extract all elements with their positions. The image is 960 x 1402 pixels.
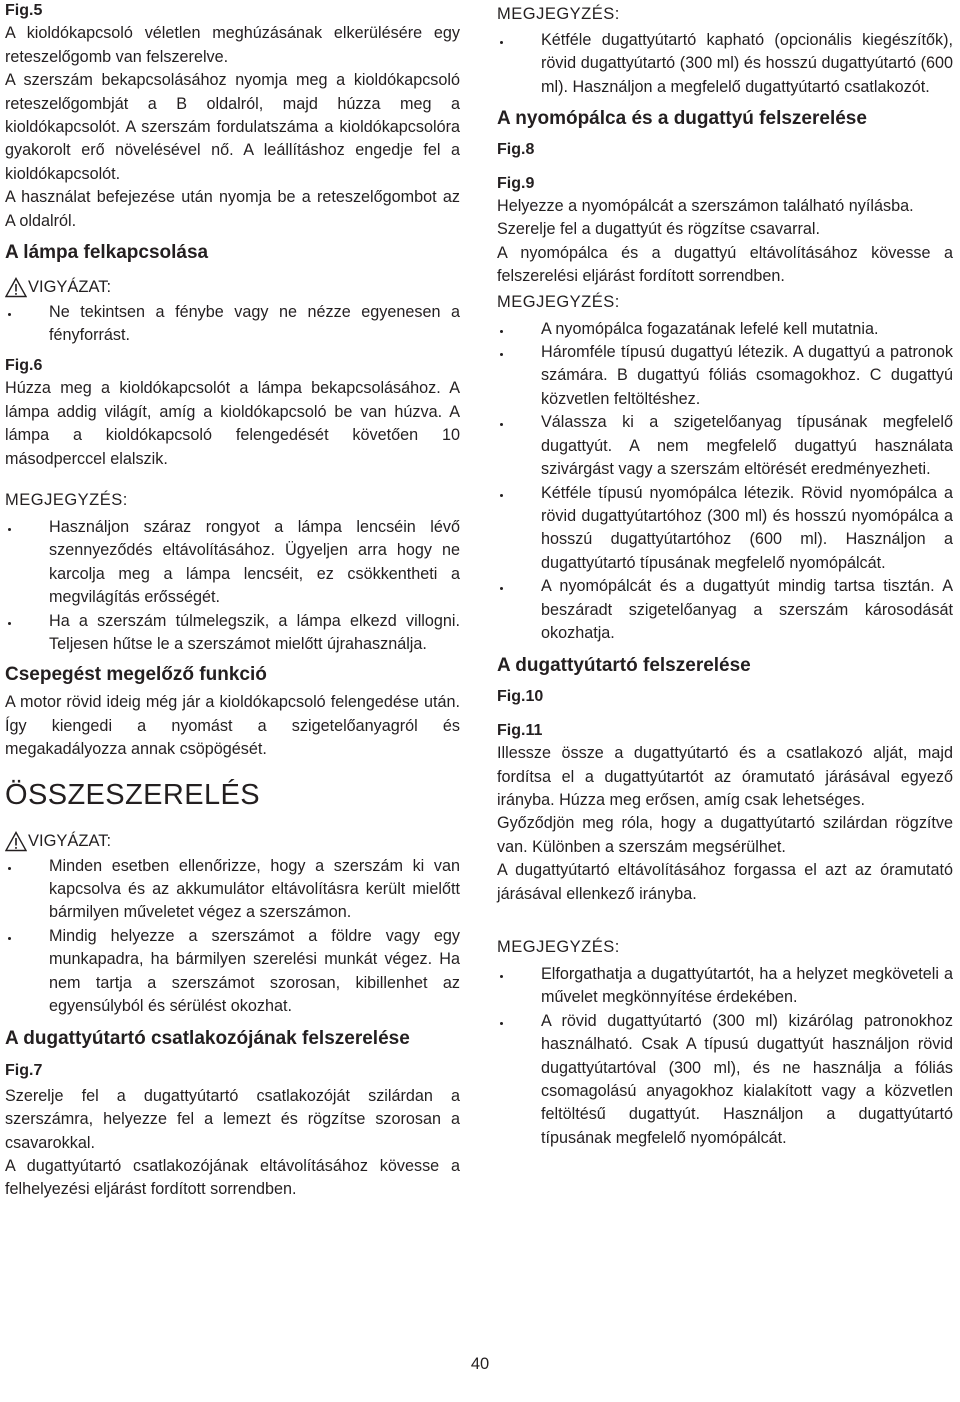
figure-ref: Fig.10 (497, 688, 544, 706)
section-heading: Csepegést megelőző funkció (5, 664, 267, 686)
section-heading: A dugattyútartó csatlakozójának felszerelése (5, 1028, 410, 1050)
caution-label (5, 830, 460, 853)
figure-ref: Fig.9 (497, 174, 535, 192)
figure-ref: Fig.5 (5, 2, 43, 19)
paragraph: A dugattyútartó csatlakozójának eltávolításához kövesse a felhelyezési eljárást fordított sorrendben. (5, 1157, 460, 1199)
paragraph: Szerelje fel a dugattyút és rögzítse csavarral. (497, 220, 821, 239)
note-list (497, 963, 953, 1150)
list-item: Kétféle dugattyútartó kapható (opcionális kiegészítők), rövid dugattyútartó (300 ml) és hosszú dugattyútartó (600 ml). Használjon a megfelelő dugattyútartó csatlakozót. (497, 29, 953, 99)
left-column (5, 0, 460, 1202)
list-item: Minden esetben ellenőrizze, hogy a szerszám ki van kapcsolva és az akkumulátor eltávolításra került mielőtt bármilyen műveletet végez a szerszámon. (5, 855, 460, 925)
bullet-icon (500, 423, 503, 426)
caution-text: VIGYÁZAT: (28, 278, 112, 297)
paragraph: A motor rövid ideig még jár a kioldókapcsoló felengedése után. Így kiengedi a nyomást a szigetelőanyagról és megakadályozza annak csöpögését. (5, 693, 460, 759)
paragraph: Illessze össze a dugattyútartó és a csatlakozó alját, majd fordítsa el a dugattyútartót az óramutató járásával egyező irányba. Húzza meg erősen, amíg csak lehetséges. (497, 744, 953, 809)
note-label: MEGJEGYZÉS: (497, 938, 620, 956)
caution-list (5, 301, 460, 348)
paragraph: A dugattyútartó eltávolításához forgassa el azt az óramutató járásával ellenkező irányba. (497, 861, 953, 903)
note-label: MEGJEGYZÉS: (5, 490, 128, 509)
paragraph: Szerelje fel a dugattyútartó csatlakozóját szilárdan a szerszámra, helyezze fel a lemezt és rögzítse szorosan a csavarokkal. (5, 1086, 460, 1152)
note-list (5, 516, 460, 656)
bullet-icon (500, 41, 503, 44)
list-item: Ne tekintsen a fénybe vagy ne nézze egyenesen a fényforrást. (5, 301, 460, 348)
page-number: 40 (470, 1355, 490, 1373)
warning-triangle-icon (5, 277, 27, 298)
bullet-icon (500, 1022, 503, 1025)
caution-label (5, 276, 460, 299)
paragraph: A használat befejezése után nyomja be a reteszelőgombot az A oldalról. (5, 188, 460, 230)
note-label: MEGJEGYZÉS: (497, 292, 620, 311)
right-column (497, 0, 953, 1150)
note-list (497, 318, 953, 646)
paragraph: Helyezze a nyomópálcát a szerszámon található nyílásba. (497, 197, 914, 216)
caution-text: VIGYÁZAT: (28, 831, 112, 850)
bullet-icon (8, 313, 11, 316)
section-heading: A lámpa felkapcsolása (5, 242, 209, 264)
section-heading: A nyomópálca és a dugattyú felszerelése (497, 108, 867, 130)
list-item: Válassza ki a szigetelőanyag típusának megfelelő dugattyút. A nem megfelelő dugattyú használata szivárgást vagy a szerszám eltörését eredményezheti. (497, 411, 953, 481)
list-item: A nyomópálca fogazatának lefelé kell mutatnia. (497, 318, 953, 341)
figure-ref: Fig.7 (5, 1062, 43, 1080)
paragraph: A nyomópálca és a dugattyú eltávolításához kövesse a felszerelési eljárást fordított sorrendben. (497, 243, 953, 286)
bullet-icon (8, 622, 11, 625)
paragraph: A kioldókapcsoló véletlen meghúzásának elkerülésére egy reteszelőgomb van felszerelve. (5, 24, 460, 66)
list-item: Elforgathatja a dugattyútartót, ha a helyzet megköveteli a művelet megkönnyítése érdekében. (497, 963, 953, 1010)
warning-triangle-icon (5, 831, 27, 852)
list-item: Háromféle típusú dugattyú létezik. A dugattyú a patronok számára. B dugattyú fóliás csomagokhoz. C dugattyú közvetlen feltöltéshez. (497, 341, 953, 411)
paragraph: A szerszám bekapcsolásához nyomja meg a kioldókapcsoló reteszelőgombját a B oldalról, majd húzza meg a kioldókapcsolót. A szerszám fordulatszáma a kioldókapcsolóra gyakorolt erő növelésével nő. A leállításhoz engedje fel a kioldókapcsolót. (5, 71, 460, 183)
paragraph: Húzza meg a kioldókapcsolót a lámpa bekapcsolásához. A lámpa addig világít, amíg a kioldókapcsoló be van húzva. A lámpa a kioldókapcsoló felengedését követően 10 másodperccel elalszik. (5, 379, 460, 468)
caution-list (5, 855, 460, 1019)
bullet-icon (500, 587, 503, 590)
list-item: Használjon száraz rongyot a lámpa lencséin lévő szennyeződés eltávolításához. Ügyeljen arra hogy ne karcolja meg a lámpa lencséit, ez csökkentheti a megvilágítás erősségét. (5, 516, 460, 610)
chapter-heading: ÖSSZESZERELÉS (5, 778, 260, 811)
figure-ref: Fig.6 (5, 356, 43, 374)
list-item: Kétféle típusú nyomópálca létezik. Rövid nyomópálca a rövid dugattyútartóhoz (300 ml) és hosszú nyomópálca a hosszú dugattyútartóhoz (600 ml). Használjon a dugattyútartó típusának megfelelő nyomópálcát. (497, 482, 953, 576)
note-label: MEGJEGYZÉS: (497, 5, 620, 23)
bullet-icon (8, 528, 11, 531)
figure-ref: Fig.8 (497, 141, 535, 159)
bullet-icon (500, 975, 503, 978)
note-list (497, 29, 953, 99)
bullet-icon (500, 494, 503, 497)
bullet-icon (500, 330, 503, 333)
paragraph: Győződjön meg róla, hogy a dugattyútartó szilárdan rögzítve van. Különben a szerszám megsérülhet. (497, 814, 953, 856)
bullet-icon (8, 937, 11, 940)
list-item: A rövid dugattyútartó (300 ml) kizárólag patronokhoz használható. Csak A típusú dugattyút használjon rövid dugattyútartóval (300 ml), és ne használja a fóliás csomagolású anyagokhoz kialakított vagy a közvetlen feltöltésű dugattyút. Használjon a dugattyútartó típusának megfelelő nyomópálcát. (497, 1010, 953, 1150)
list-item: Mindig helyezze a szerszámot a földre vagy egy munkapadra, ha bármilyen szerelési munkát végez. Ha nem tartja a szerszámot szorosan, kibillenhet az egyensúlyból és sérülést okozhat. (5, 925, 460, 1019)
figure-ref: Fig.11 (497, 721, 543, 739)
list-item: Ha a szerszám túlmelegszik, a lámpa elkezd villogni. Teljesen hűtse le a szerszámot mielőtt újrahasználja. (5, 610, 460, 657)
bullet-icon (500, 353, 503, 356)
list-item: A nyomópálcát és a dugattyút mindig tartsa tisztán. A beszáradt szigetelőanyag a szerszám károsodását okozhatja. (497, 575, 953, 645)
section-heading: A dugattyútartó felszerelése (497, 655, 751, 677)
bullet-icon (8, 867, 11, 870)
